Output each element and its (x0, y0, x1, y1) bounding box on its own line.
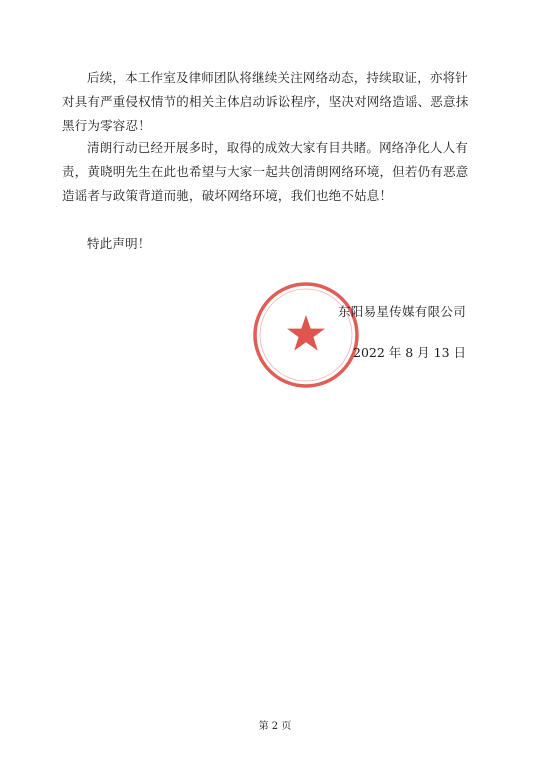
company-seal (251, 280, 361, 390)
signature-company: 东阳易星传媒有限公司 (338, 304, 467, 319)
signature-date: 2022 年 8 月 13 日 (353, 345, 467, 360)
seal-star-icon (287, 315, 325, 351)
page-number: 第 2 页 (258, 721, 292, 732)
paragraph-declaration: 特此声明！ (87, 236, 151, 251)
paragraph-follow-up: 后续，本工作室及律师团队将继续关注网络动态，持续取证，亦将针对具有严重侵权情节的相关主体启动诉讼程序，坚决对网络造谣、恶意抹黑行为零容忍！ (62, 70, 469, 133)
paragraph-clean-action: 清朗行动已经开展多时，取得的成效大家有目共睹。网络净化人人有责，黄晓明先生在此也希望与大家一起共创清朗网络环境，但若仍有恶意造谣者与政策背道而驰，破坏网络环境，我们也绝不姑息！ (62, 140, 469, 203)
